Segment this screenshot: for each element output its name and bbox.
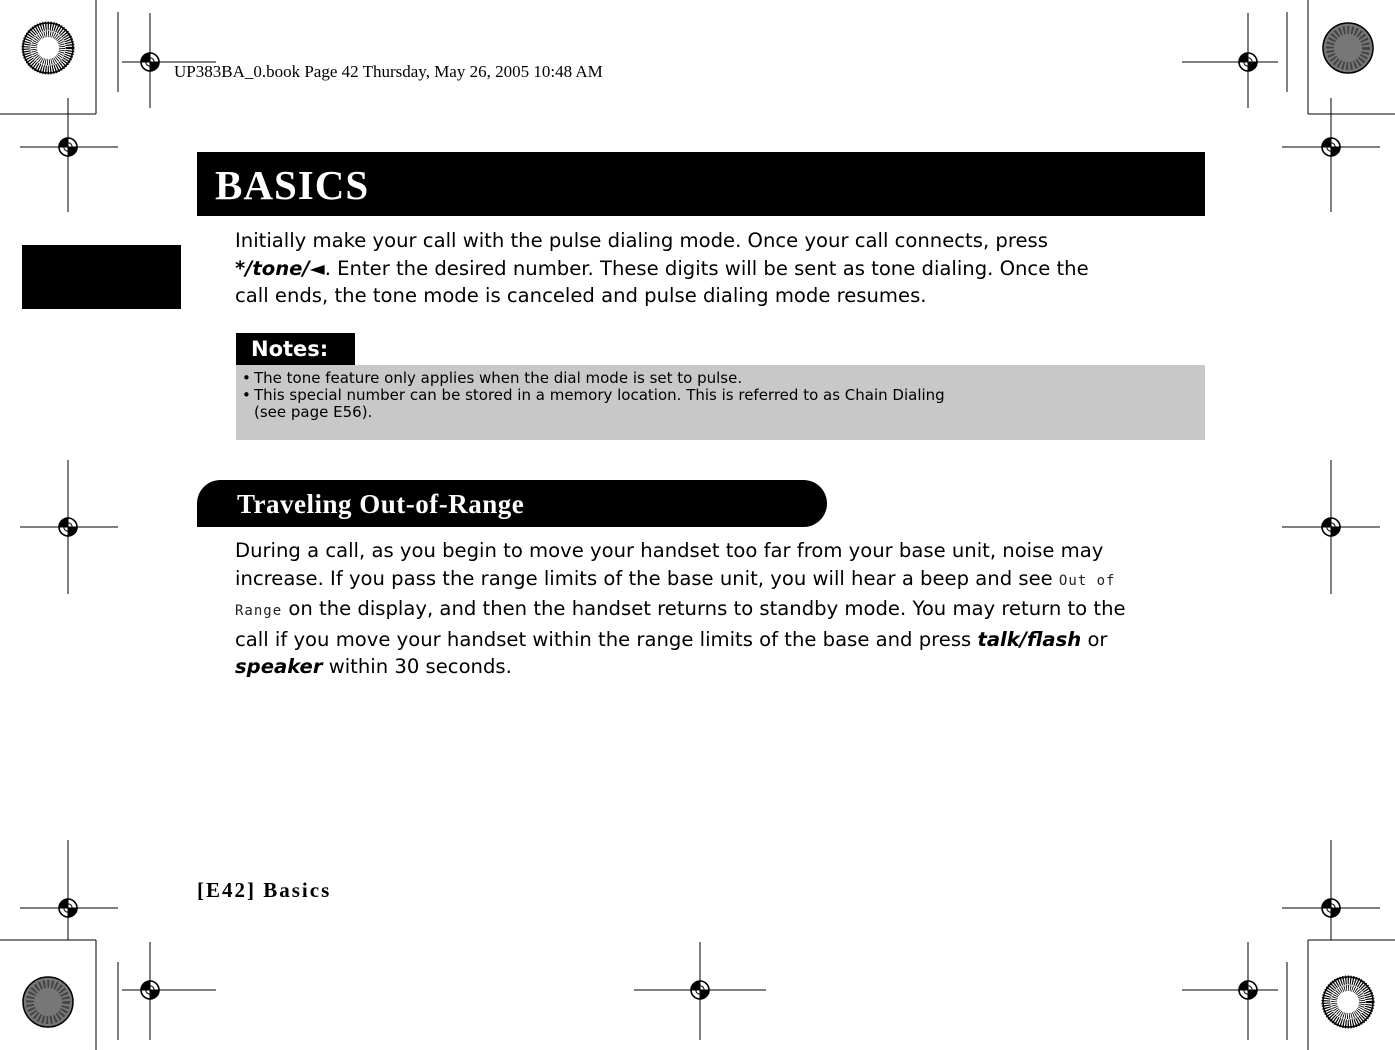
lcd-text-out-of: Out of xyxy=(1058,572,1116,589)
notes-list xyxy=(242,370,945,421)
print-header: UP383BA_0.book Page 42 Thursday, May 26, 2005 10:48 AM xyxy=(174,62,603,81)
intro-line-2 xyxy=(235,255,1089,283)
intro-line-3: call ends, the tone mode is canceled and pulse dialing mode resumes. xyxy=(235,284,927,307)
chapter-banner xyxy=(197,152,1205,216)
section-heading-bar xyxy=(197,480,827,527)
range-line-3 xyxy=(235,595,1126,626)
range-line-2 xyxy=(235,565,1126,596)
range-line-4-end: or xyxy=(1081,627,1108,651)
talk-flash-key: talk/flash xyxy=(977,627,1082,651)
intro-line-1: Initially make your call with the pulse dialing mode. Once your call connects, press xyxy=(235,229,1048,252)
note-item-2-line-2: (see page E56). xyxy=(254,403,373,421)
range-line-4 xyxy=(235,626,1126,654)
notes-label: Notes: xyxy=(251,337,329,361)
color-target-bottom-left xyxy=(23,977,73,1027)
notes-tab xyxy=(236,333,355,365)
tone-key: */tone/◄ xyxy=(235,256,325,280)
range-line-1: During a call, as you begin to move your handset too far from your base unit, noise may xyxy=(235,539,1104,562)
note-item-2 xyxy=(242,387,945,421)
range-line-5-text: within 30 seconds. xyxy=(322,655,512,678)
range-line-2-text: increase. If you pass the range limits of the base unit, you will hear a beep and see xyxy=(235,566,1059,590)
out-of-range-paragraph xyxy=(235,537,1126,681)
notes-box xyxy=(236,365,1205,440)
note-item-1: • The tone feature only applies when the dial mode is set to pulse. xyxy=(242,370,945,387)
lcd-text-range: Range xyxy=(235,603,283,619)
color-target-top-left xyxy=(23,23,73,73)
color-target-bottom-right xyxy=(1323,977,1373,1027)
note-item-2-line-1: This special number can be stored in a memory location. This is referred to as Chain Dialing xyxy=(254,386,945,404)
intro-line-2-text: . Enter the desired number. These digits will be sent as tone dialing. Once the xyxy=(324,256,1089,280)
intro-paragraph xyxy=(235,227,1089,310)
section-title: Traveling Out-of-Range xyxy=(237,489,525,519)
chapter-thumb-tab xyxy=(22,245,181,309)
range-line-5 xyxy=(235,653,1126,681)
chapter-title: BASICS xyxy=(215,162,370,208)
speaker-key: speaker xyxy=(235,655,323,678)
page-footer: [E42] Basics xyxy=(197,878,332,902)
range-line-3-text: on the display, and then the handset returns to standby mode. You may return to the xyxy=(282,597,1126,620)
range-line-4-text: call if you move your handset within the range limits of the base and press xyxy=(235,627,978,651)
color-target-top-right xyxy=(1323,23,1373,73)
